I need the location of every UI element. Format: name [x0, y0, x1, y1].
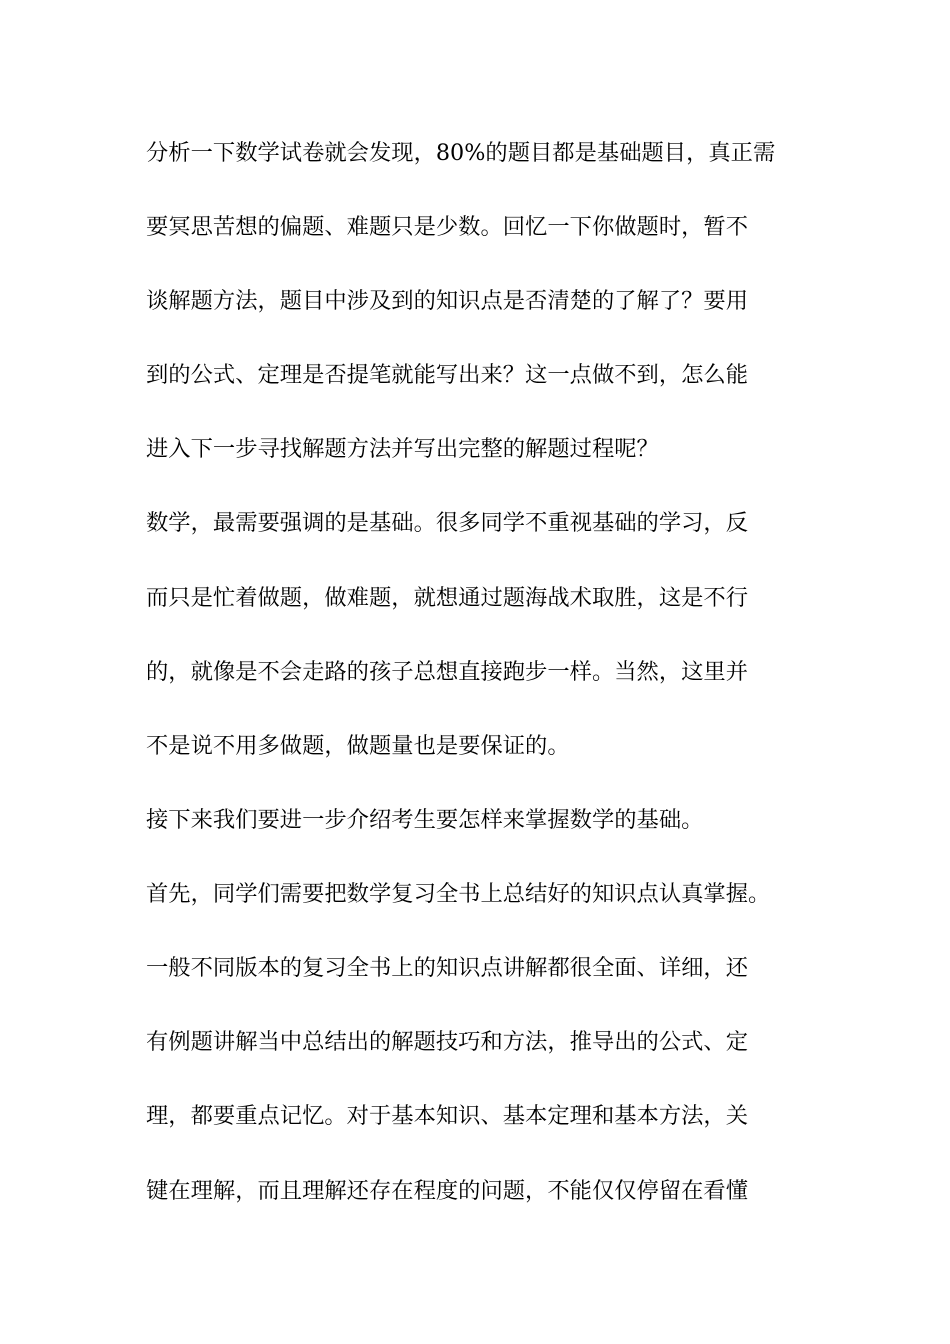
text-line: 一般不同版本的复习全书上的知识点讲解都很全面、详细，还	[146, 955, 749, 981]
text-line: 键在理解，而且理解还存在程度的问题，不能仅仅停留在看懂	[146, 1178, 749, 1204]
text-line: 有例题讲解当中总结出的解题技巧和方法，推导出的公式、定	[146, 1029, 749, 1055]
text-line: 进入下一步寻找解题方法并写出完整的解题过程呢？	[146, 436, 659, 462]
text-line: 理，都要重点记忆。对于基本知识、基本定理和基本方法，关	[146, 1103, 749, 1129]
text-line: 数学，最需要强调的是基础。很多同学不重视基础的学习，反	[146, 510, 749, 536]
text-line: 接下来我们要进一步介绍考生要怎样来掌握数学的基础。	[146, 807, 704, 833]
text-line: 首先，同学们需要把数学复习全书上总结好的知识点认真掌握。	[146, 881, 771, 907]
text-line: 不是说不用多做题，做题量也是要保证的。	[146, 733, 570, 759]
text-line: 到的公式、定理是否提笔就能写出来？这一点做不到，怎么能	[146, 362, 749, 388]
text-line: 的，就像是不会走路的孩子总想直接跑步一样。当然，这里并	[146, 659, 749, 685]
text-line: 谈解题方法，题目中涉及到的知识点是否清楚的了解了？要用	[146, 288, 749, 314]
text-line: 分析一下数学试卷就会发现，80%的题目都是基础题目，真正需	[146, 140, 776, 166]
text-line: 要冥思苦想的偏题、难题只是少数。回忆一下你做题时，暂不	[146, 214, 749, 240]
text-line: 而只是忙着做题，做难题，就想通过题海战术取胜，这是不行	[146, 585, 749, 611]
